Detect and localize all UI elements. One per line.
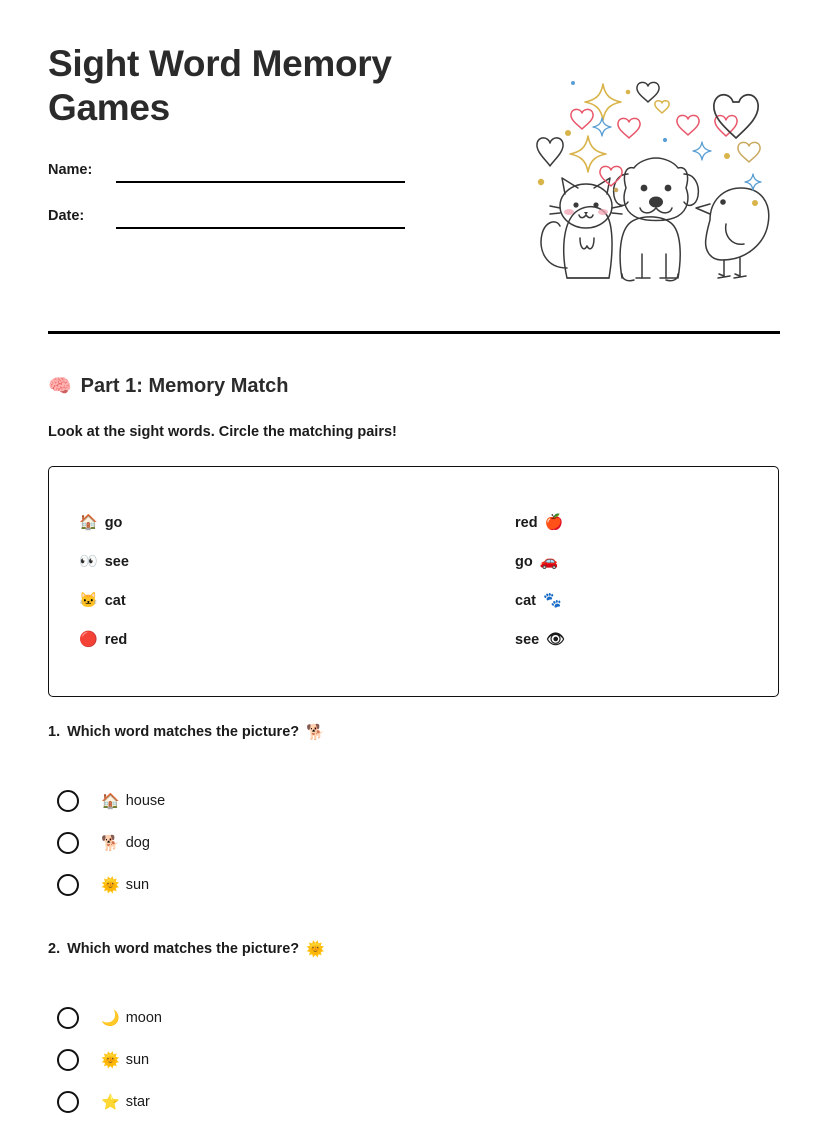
match-item[interactable]	[515, 581, 565, 620]
match-item[interactable]	[79, 503, 129, 542]
name-write-in-line[interactable]	[116, 181, 405, 183]
sun-icon: 🌞	[101, 1051, 120, 1069]
option-label	[101, 1094, 150, 1110]
cat-face-icon: 🐱	[79, 592, 98, 609]
option-text: star	[125, 1094, 150, 1110]
sun-icon: 🌞	[306, 940, 325, 958]
match-word: red	[104, 631, 128, 648]
option-row[interactable]	[48, 1081, 780, 1123]
question-2-options	[48, 997, 780, 1123]
bird-drawing	[696, 188, 769, 278]
option-label	[101, 793, 165, 809]
part1-heading-label: Part 1: Memory Match	[80, 375, 289, 397]
radio-button[interactable]	[57, 790, 79, 812]
dog-drawing	[614, 158, 699, 281]
eyes-icon: 👀	[79, 553, 98, 570]
question-1-text	[48, 724, 780, 740]
option-text: moon	[125, 1010, 162, 1026]
header-divider	[48, 331, 780, 334]
option-text: sun	[125, 877, 150, 893]
radio-button[interactable]	[57, 1007, 79, 1029]
car-icon: 🚗	[539, 553, 559, 570]
option-row[interactable]	[48, 864, 780, 906]
student-info-fields	[48, 154, 468, 246]
option-text: house	[125, 793, 166, 809]
paw-prints-icon: 🐾	[542, 592, 562, 609]
cat-dog-bird-illustration	[510, 78, 780, 293]
question-1-prompt: Which word matches the picture?	[67, 724, 300, 740]
question-1-number: 1.	[48, 724, 61, 740]
moon-icon: 🌙	[101, 1009, 120, 1027]
question-2-number: 2.	[48, 941, 61, 957]
part1-instruction: Look at the sight words. Circle the matching pairs!	[48, 424, 397, 440]
option-label	[101, 877, 149, 893]
match-word: see	[104, 553, 129, 570]
option-label	[101, 1052, 149, 1068]
match-item[interactable]	[515, 503, 565, 542]
match-item[interactable]	[79, 620, 129, 659]
question-1	[48, 724, 780, 906]
option-row[interactable]	[48, 1039, 780, 1081]
option-row[interactable]	[48, 997, 780, 1039]
match-item[interactable]	[515, 542, 565, 581]
part1-heading	[48, 375, 289, 398]
match-item[interactable]	[515, 620, 565, 659]
option-label	[101, 835, 150, 851]
match-column-right	[515, 503, 565, 659]
date-field-row	[48, 200, 468, 246]
match-word: cat	[104, 592, 126, 609]
name-field-row	[48, 154, 468, 200]
option-row[interactable]	[48, 780, 780, 822]
eye-icon: 👁	[546, 631, 566, 648]
star-icon: ⭐	[101, 1093, 120, 1111]
match-word: go	[104, 514, 123, 531]
option-label	[101, 1010, 162, 1026]
radio-button[interactable]	[57, 1049, 79, 1071]
match-item[interactable]	[79, 581, 129, 620]
option-text: sun	[125, 1052, 150, 1068]
option-text: dog	[125, 835, 150, 851]
apple-icon: 🍎	[544, 514, 564, 531]
date-field-label: Date:	[48, 208, 85, 224]
match-column-left	[79, 503, 129, 659]
radio-button[interactable]	[57, 1091, 79, 1113]
match-word: see	[515, 631, 540, 648]
dog-icon: 🐕	[101, 834, 120, 852]
dog-icon: 🐕	[306, 723, 325, 741]
match-item[interactable]	[79, 542, 129, 581]
house-icon: 🏠	[79, 514, 98, 531]
red-circle-icon: 🔴	[79, 631, 98, 648]
match-word: go	[515, 553, 533, 570]
name-field-label: Name:	[48, 162, 93, 178]
question-2-prompt: Which word matches the picture?	[67, 941, 300, 957]
match-word: red	[515, 514, 538, 531]
question-2	[48, 941, 780, 1123]
house-icon: 🏠	[101, 792, 120, 810]
radio-button[interactable]	[57, 832, 79, 854]
radio-button[interactable]	[57, 874, 79, 896]
match-word: cat	[515, 592, 536, 609]
brain-icon: 🧠	[48, 376, 72, 397]
sun-icon: 🌞	[101, 876, 120, 894]
question-1-options	[48, 780, 780, 906]
memory-match-box	[48, 466, 779, 697]
question-2-text	[48, 941, 780, 957]
date-write-in-line[interactable]	[116, 227, 405, 229]
page-title: Sight Word Memory Games	[48, 43, 392, 128]
cat-drawing	[541, 178, 622, 278]
option-row[interactable]	[48, 822, 780, 864]
